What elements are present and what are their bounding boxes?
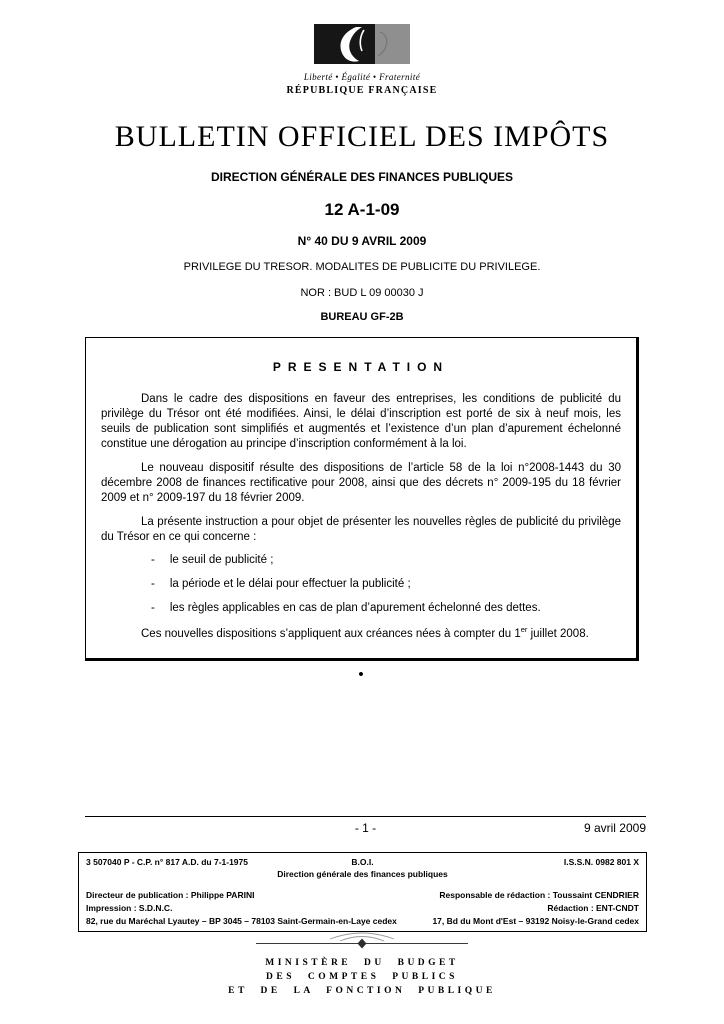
presentation-box — [85, 337, 639, 684]
bullet-marker: - — [151, 554, 155, 567]
doc-number: 12 A-1-09 — [324, 200, 400, 219]
subject-line: PRIVILEGE DU TRESOR. MODALITES DE PUBLICITE DU PRIVILEGE. — [183, 261, 541, 273]
footer-rule — [85, 816, 646, 817]
bullet-list — [151, 553, 621, 616]
imprint-box — [78, 852, 647, 932]
bullet-item — [151, 601, 621, 616]
imprint-boi: B.O.I. — [351, 857, 374, 867]
page-title: BULLETIN OFFICIEL DES IMPÔTS — [114, 120, 610, 153]
ministry-line-2: DES COMPTES PUBLICS — [266, 971, 458, 982]
presentation-paragraph-3: La présente instruction a pour objet de présenter les nouvelles règles de publicité du privilège du Trésor en ce qui concerne : — [101, 515, 621, 543]
imprint-right-column — [432, 888, 639, 926]
marianne-flag-icon — [314, 24, 410, 64]
imprint-director: Directeur de publication : Philippe PARINI — [86, 890, 255, 901]
imprint-lower — [86, 888, 639, 926]
footer-date: 9 avril 2009 — [583, 821, 646, 835]
republic-header — [0, 0, 724, 96]
presentation-heading: PRESENTATION — [272, 360, 450, 374]
bullet-item — [151, 553, 621, 568]
presentation-paragraph-1: Dans le cadre des dispositions en faveur des entreprises, les conditions de publicité du privilège du Trésor ont été modifiées. Ainsi, le délai d’inscription est porté de six à neuf mois, les seuils de publication sont simplifiés et augmentés et l’existence d’un plan d’apurement échelonné constitue une dérogation au principe d’inscription conformément à la loi. — [101, 393, 621, 450]
bureau-line: BUREAU GF-2B — [320, 311, 404, 323]
motto: Liberté • Égalité • Fraternité — [303, 72, 421, 82]
imprint-direction: Direction générale des finances publiques — [277, 868, 448, 879]
imprint-address-right: 17, Bd du Mont d'Est – 93192 Noisy-le-Grand cedex — [432, 915, 639, 926]
page-number: - 1 - — [354, 821, 377, 835]
issue-number: N° 40 DU 9 AVRIL 2009 — [297, 234, 427, 248]
republic-name: RÉPUBLIQUE FRANÇAISE — [286, 85, 438, 96]
imprint-printer: Impression : S.D.N.C. — [86, 902, 173, 913]
ministry-line-3: ET DE LA FONCTION PUBLIQUE — [228, 985, 496, 996]
imprint-address-left: 82, rue du Maréchal Lyautey – BP 3045 – 78103 Saint-Germain-en-Laye cedex — [86, 915, 397, 926]
presentation-paragraph-2: Le nouveau dispositif résulte des dispositions de l’article 58 de la loi n°2008-1443 du 30 décembre 2008 de finances rectificative pour 2008, ainsi que des décrets n° 2009-195 du 18 février 2009 et n° 2009-197 du 18 février 2009. — [101, 461, 621, 504]
ministry-logo — [0, 926, 724, 998]
closing-superscript: er — [520, 625, 528, 635]
closing-sentence — [101, 625, 621, 642]
bullet-marker: - — [151, 602, 155, 615]
imprint-top-row — [86, 857, 639, 868]
ministry-text — [0, 957, 724, 998]
direction-title: DIRECTION GÉNÉRALE DES FINANCES PUBLIQUES — [210, 170, 514, 184]
bullet-text: les règles applicables en cas de plan d’apurement échelonné des dettes. — [169, 602, 541, 615]
ministry-emblem-icon — [252, 926, 472, 950]
closing-text-after: juillet 2008. — [527, 628, 589, 641]
ministry-line-1: MINISTÈRE DU BUDGET — [265, 958, 459, 968]
bullet-text: le seuil de publicité ; — [169, 554, 274, 567]
bullet-text: la période et le délai pour effectuer la publicité ; — [169, 578, 411, 591]
imprint-editor: Responsable de rédaction : Toussaint CENDRIER — [439, 890, 639, 901]
closing-text-before: Ces nouvelles dispositions s’appliquent aux créances nées à compter du 1 — [141, 628, 521, 641]
imprint-issn: I.S.S.N. 0982 801 X — [563, 857, 639, 867]
bullet-item — [151, 577, 621, 592]
imprint-left-column — [86, 888, 397, 926]
imprint-ref: 3 507040 P - C.P. n° 817 A.D. du 7-1-1975 — [86, 857, 248, 867]
imprint-redaction: Rédaction : ENT-CNDT — [547, 902, 639, 913]
nor-line: NOR : BUD L 09 00030 J — [300, 287, 424, 299]
end-dot: • — [358, 666, 364, 684]
bullet-marker: - — [151, 578, 155, 591]
